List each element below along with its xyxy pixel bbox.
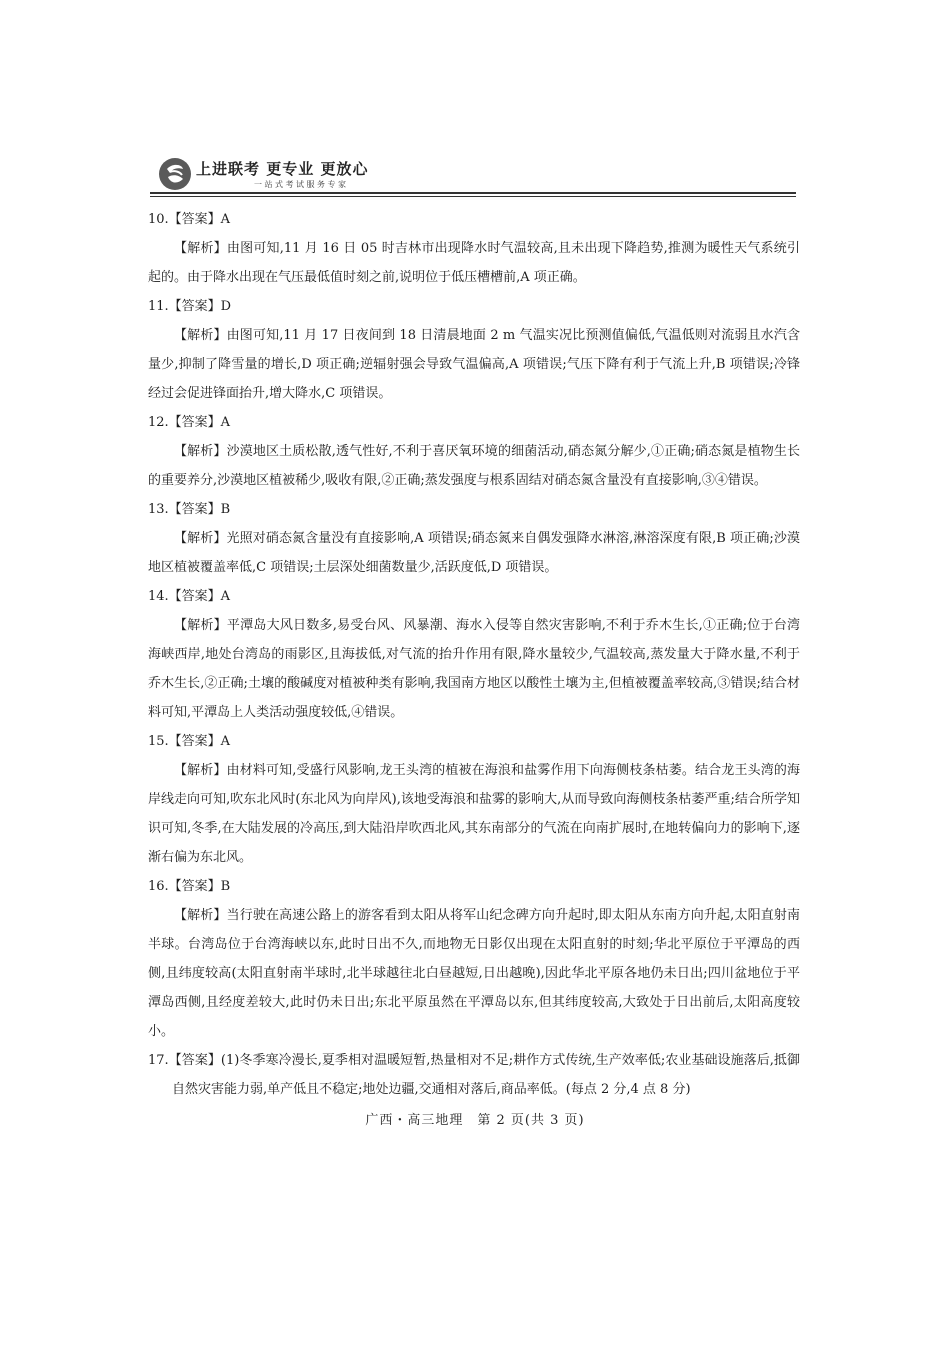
explanation: 【解析】由图可知,11 月 17 日夜间到 18 日清晨地面 2 m 气温实况比预测值偏低,气温低则对流弱且水汽含量少,抑制了降雪量的增长,D 项正确;逆辐射强会导致气温偏高,A 项错误;气压下降有利于气流上升,B 项错误;冷锋经过会促进锋面抬升,增大降水,C 项错误。 [148,328,800,401]
question-10 [148,205,800,292]
question-12 [148,408,800,495]
answer-content [148,205,800,1104]
answer-line: 14.【答案】A [148,589,231,604]
explanation: 【解析】当行驶在高速公路上的游客看到太阳从将军山纪念碑方向升起时,即太阳从东南方向升起,太阳直射南半球。台湾岛位于台湾海峡以东,此时日出不久,而地物无日影仅出现在太阳直射的时刻;华北平原位于平潭岛的西侧,且纬度较高(太阳直射南半球时,北半球越往北白昼越短,日出越晚),因此华北平原各地仍未日出;四川盆地位于平潭岛西侧,且经度差较大,此时仍未日出;东北平原虽然在平潭岛以东,但其纬度较高,大致处于日出前后,太阳高度较小。 [148,908,800,1039]
question-11 [148,292,800,408]
header-rule [150,192,796,194]
question-17: 17.【答案】(1)冬季寒冷漫长,夏季相对温暖短暂,热量相对不足;耕作方式传统,生产效率低;农业基础设施落后,抵御自然灾害能力弱,单产低且不稳定;地处边疆,交通相对落后,商品率低。(每点 2 分,4 点 8 分) [148,1053,800,1097]
question-13 [148,495,800,582]
answer-line: 16.【答案】B [148,879,231,894]
explanation: 【解析】由材料可知,受盛行风影响,龙王头湾的植被在海浪和盐雾作用下向海侧枝条枯萎。结合龙王头湾的海岸线走向可知,吹东北风时(东北风为向岸风),该地受海浪和盐雾的影响大,从而导致向海侧枝条枯萎严重;结合所学知识可知,冬季,在大陆发展的冷高压,到大陆沿岸吹西北风,其东南部分的气流在向南扩展时,在地转偏向力的影响下,逐渐右偏为东北风。 [148,763,800,865]
explanation: 【解析】沙漠地区土质松散,透气性好,不利于喜厌氧环境的细菌活动,硝态氮分解少,①正确;硝态氮是植物生长的重要养分,沙漠地区植被稀少,吸收有限,②正确;蒸发强度与根系固结对硝态氮含量没有直接影响,③④错误。 [148,444,800,488]
question-15 [148,727,800,872]
explanation: 【解析】平潭岛大风日数多,易受台风、风暴潮、海水入侵等自然灾害影响,不利于乔木生长,①正确;位于台湾海峡西岸,地处台湾岛的雨影区,且海拔低,对气流的抬升作用有限,降水量较少,气温较高,蒸发量大于降水量,不利于乔木生长,②正确;土壤的酸碱度对植被种类有影响,我国南方地区以酸性土壤为主,但植被覆盖率较高,③错误;结合材料可知,平潭岛上人类活动强度较低,④错误。 [148,618,800,720]
brand-logo-icon [158,157,192,191]
answer-line: 13.【答案】B [148,502,231,517]
answer-line: 12.【答案】A [148,415,231,430]
page-footer: 广西・高三地理 第 2 页(共 3 页) [365,1113,585,1128]
brand-slogan: 上进联考 更专业 更放心 [196,160,369,178]
answer-line: 10.【答案】A [148,212,231,227]
answer-line: 11.【答案】D [148,299,232,314]
explanation: 【解析】光照对硝态氮含量没有直接影响,A 项错误;硝态氮来自偶发强降水淋溶,淋溶深度有限,B 项正确;沙漠地区植被覆盖率低,C 项错误;土层深处细菌数量少,活跃度低,D 项错误。 [148,531,800,575]
question-14 [148,582,800,727]
answer-line: 15.【答案】A [148,734,231,749]
page-header [158,153,798,195]
header-rule-thin [150,196,796,197]
explanation: 【解析】由图可知,11 月 16 日 05 时吉林市出现降水时气温较高,且未出现下降趋势,推测为暖性天气系统引起的。由于降水出现在气压最低值时刻之前,说明位于低压槽槽前,A 项正确。 [148,241,800,285]
question-16 [148,872,800,1046]
brand-subtitle: 一站式考试服务专家 [254,180,349,189]
